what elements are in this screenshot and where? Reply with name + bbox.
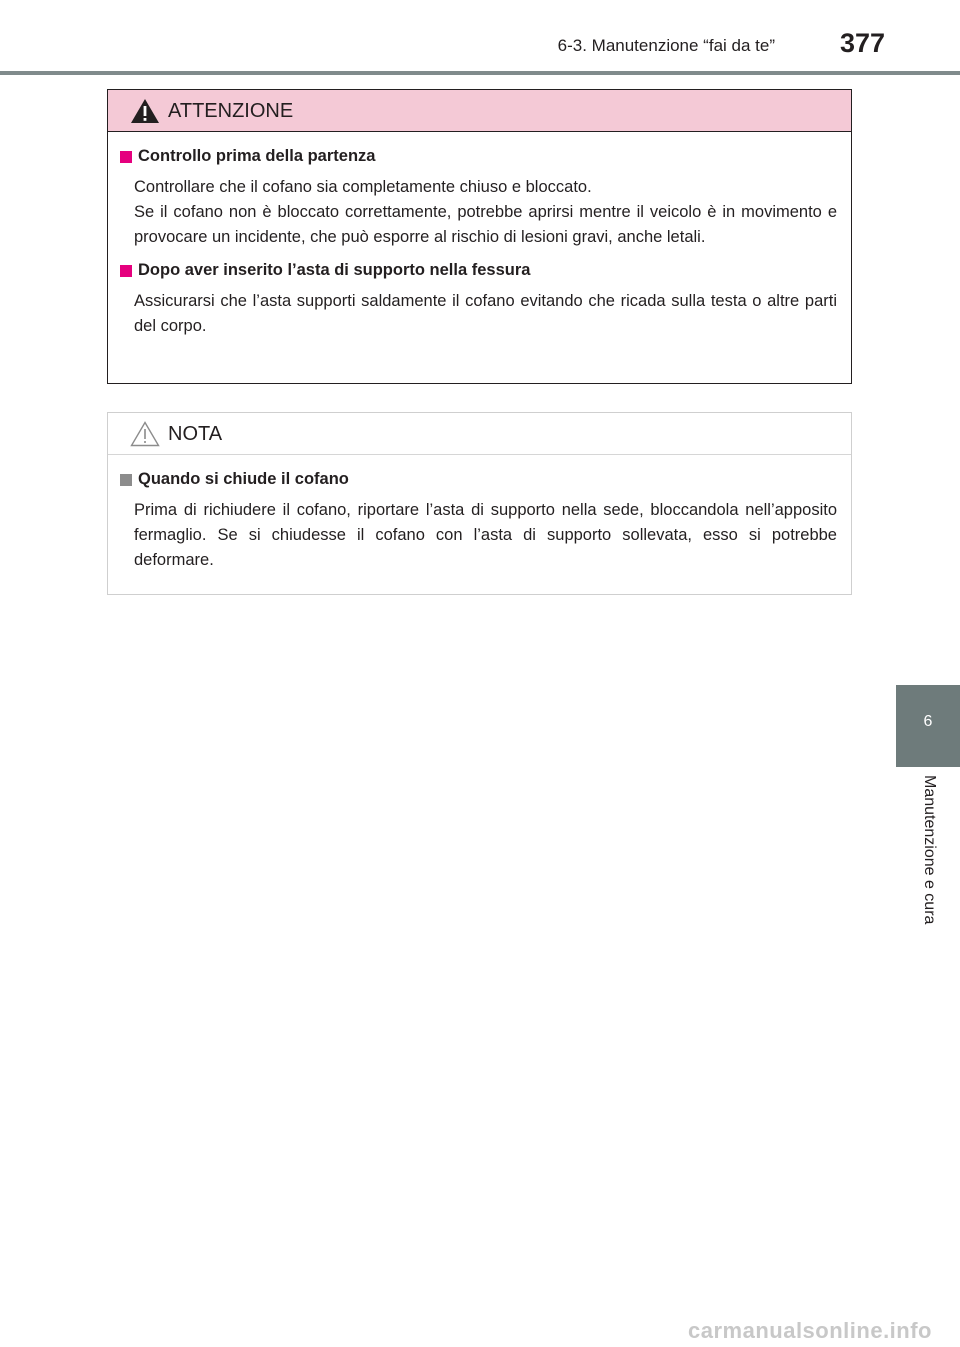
chapter-tab[interactable] <box>896 685 960 767</box>
warning-box <box>107 89 852 384</box>
notice-box <box>107 412 852 595</box>
paragraph: Controllare che il cofano sia completamente chiuso e bloccato. <box>134 178 592 196</box>
warning-item-text <box>134 175 837 250</box>
notice-box-body <box>108 455 851 573</box>
warning-title: ATTENZIONE <box>168 100 294 122</box>
caution-triangle-outline-icon <box>130 421 160 447</box>
chapter-label-text: Manutenzione e cura <box>921 775 938 925</box>
footer-watermark: carmanualsonline.info <box>688 1318 932 1343</box>
warning-item-heading <box>120 146 837 167</box>
section-title: 6-3. Manutenzione “fai da te” <box>557 36 775 55</box>
notice-title: NOTA <box>168 423 223 445</box>
page-number: 377 <box>839 28 885 58</box>
warning-item-text <box>134 289 837 339</box>
paragraph: Prima di richiudere il cofano, riportare l’asta di supporto nella sede, bloccandola nell’apposito fermaglio. Se si chiudesse il cofano con l’asta di supporto sollevata, esso si potrebbe deformare. <box>134 501 837 569</box>
paragraph: Assicurarsi che l’asta supporti saldamente il cofano evitando che ricada sulla testa o altre parti del corpo. <box>134 292 837 335</box>
warning-triangle-icon <box>130 98 160 124</box>
paragraph: Se il cofano non è bloccato correttamente, potrebbe aprirsi mentre il veicolo è in movimento e provocare un incidente, che può esporre al rischio di lesioni gravi, anche letali. <box>134 203 837 246</box>
warning-item-heading <box>120 260 837 281</box>
warning-item-heading-text: Dopo aver inserito l’asta di supporto nella fessura <box>138 261 531 279</box>
square-bullet-icon <box>120 474 132 486</box>
notice-item-text <box>134 498 837 573</box>
warning-item-heading-text: Controllo prima della partenza <box>138 147 376 165</box>
square-bullet-icon <box>120 265 132 277</box>
notice-item-heading <box>120 469 837 490</box>
chapter-number: 6 <box>923 713 933 730</box>
page-header <box>0 0 960 76</box>
warning-box-body <box>108 132 851 339</box>
chapter-label <box>908 775 948 955</box>
header-divider <box>0 71 960 75</box>
warning-box-header <box>108 90 851 132</box>
notice-item-heading-text: Quando si chiude il cofano <box>138 470 349 488</box>
square-bullet-icon <box>120 151 132 163</box>
notice-box-header <box>108 413 851 455</box>
